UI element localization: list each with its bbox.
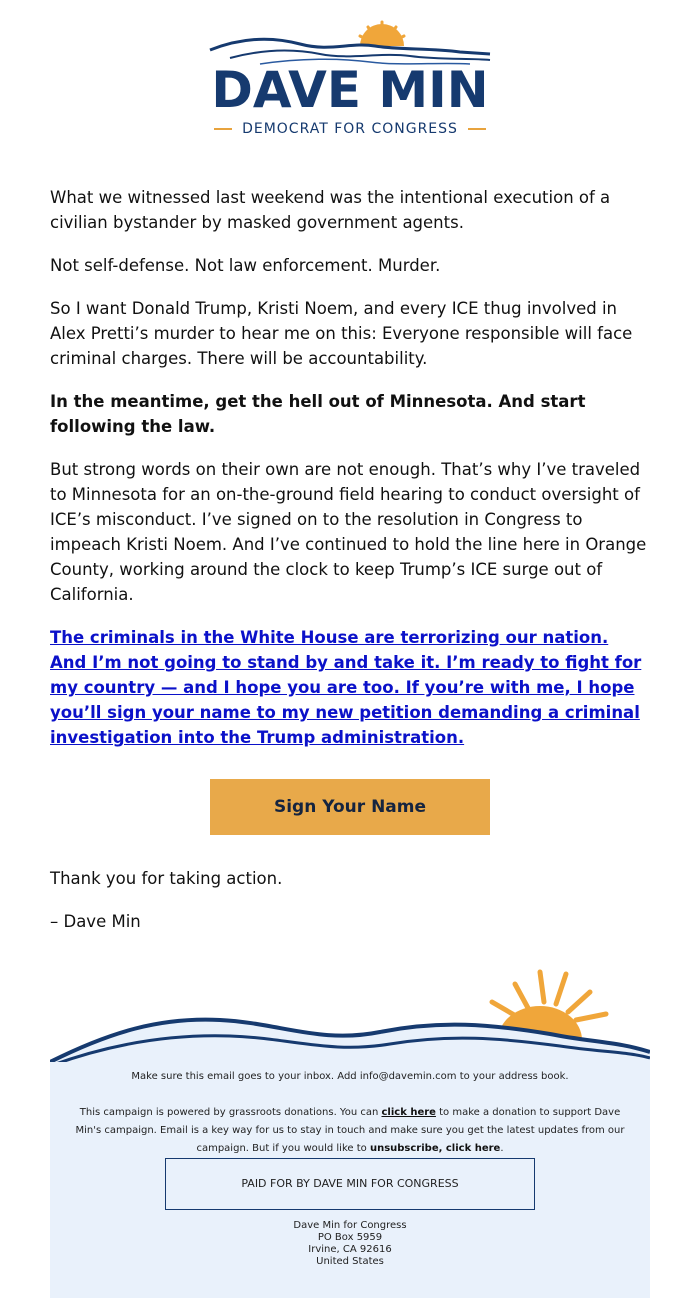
dash-right	[468, 128, 486, 130]
donation-text-pre: This campaign is powered by grassroots donations. You can	[79, 1107, 382, 1118]
signature: – Dave Min	[50, 912, 141, 931]
paragraph-1: What we witnessed last weekend was the intentional execution of a civilian bystander by masked government agents.	[50, 188, 611, 232]
paragraph-2: Not self-defense. Not law enforcement. Murder.	[50, 256, 441, 275]
footer	[50, 1062, 650, 1298]
footer-hills-sun-icon	[50, 962, 650, 1066]
sign-your-name-button[interactable]: Sign Your Name	[210, 779, 490, 835]
address-country: United States	[316, 1256, 384, 1267]
paragraph-5: But strong words on their own are not enough. That’s why I’ve traveled to Minnesota for an on-the-ground field hearing to conduct oversight of ICE’s misconduct. I’ve signed on to the resolution in Congress to impeach Kristi Noem. And I’ve continued to hold the line here in Orange County, working around the clock to keep Trump’s ICE surge out of California.	[50, 460, 647, 604]
unsubscribe-link[interactable]	[370, 1143, 500, 1154]
dash-left	[214, 128, 232, 130]
inbox-note: Make sure this email goes to your inbox. Add info@davemin.com to your address book.	[131, 1071, 569, 1082]
logo-title: DAVE MIN	[211, 61, 489, 119]
address-name: Dave Min for Congress	[293, 1220, 407, 1231]
address-city: Irvine, CA 92616	[308, 1244, 392, 1255]
sign-button-wrap	[210, 779, 490, 835]
petition-link[interactable]: The criminals in the White House are terrorizing our nation. And I’m not going to stand by and take it. I’m ready to fight for my country — and I hope you are too. If you’re with me, I hope you’ll sign your name to my new petition demanding a criminal investigation into the Trump administration.	[50, 628, 642, 747]
unsubscribe-link-text: unsubscribe, click here	[369, 1143, 501, 1154]
thanks-text: Thank you for taking action.	[50, 869, 283, 888]
donation-text-end: .	[500, 1143, 504, 1154]
mailing-address	[50, 1220, 650, 1268]
logo-subtitle	[0, 120, 700, 138]
address-po-box: PO Box 5959	[317, 1232, 383, 1243]
donate-link[interactable]: click here	[381, 1107, 436, 1118]
closing	[50, 866, 650, 952]
email-body	[50, 185, 650, 768]
paragraph-4-bold: In the meantime, get the hell out of Minnesota. And start following the law.	[50, 392, 586, 436]
logo-subtitle-text: DEMOCRAT FOR CONGRESS	[242, 121, 458, 137]
paid-for-box: PAID FOR BY DAVE MIN FOR CONGRESS	[165, 1158, 535, 1210]
paragraph-3: So I want Donald Trump, Kristi Noem, and every ICE thug involved in Alex Pretti’s murder to hear me on this: Everyone responsible will face criminal charges. There will be accountability.	[50, 299, 633, 368]
donation-text-mid: to make a donation to support Dave Min's campaign. Email is a key way for us to stay in touch and make sure you get the latest updates from our campaign. But if you would like to	[75, 1107, 625, 1154]
donation-paragraph	[75, 1104, 625, 1158]
header	[0, 0, 700, 150]
